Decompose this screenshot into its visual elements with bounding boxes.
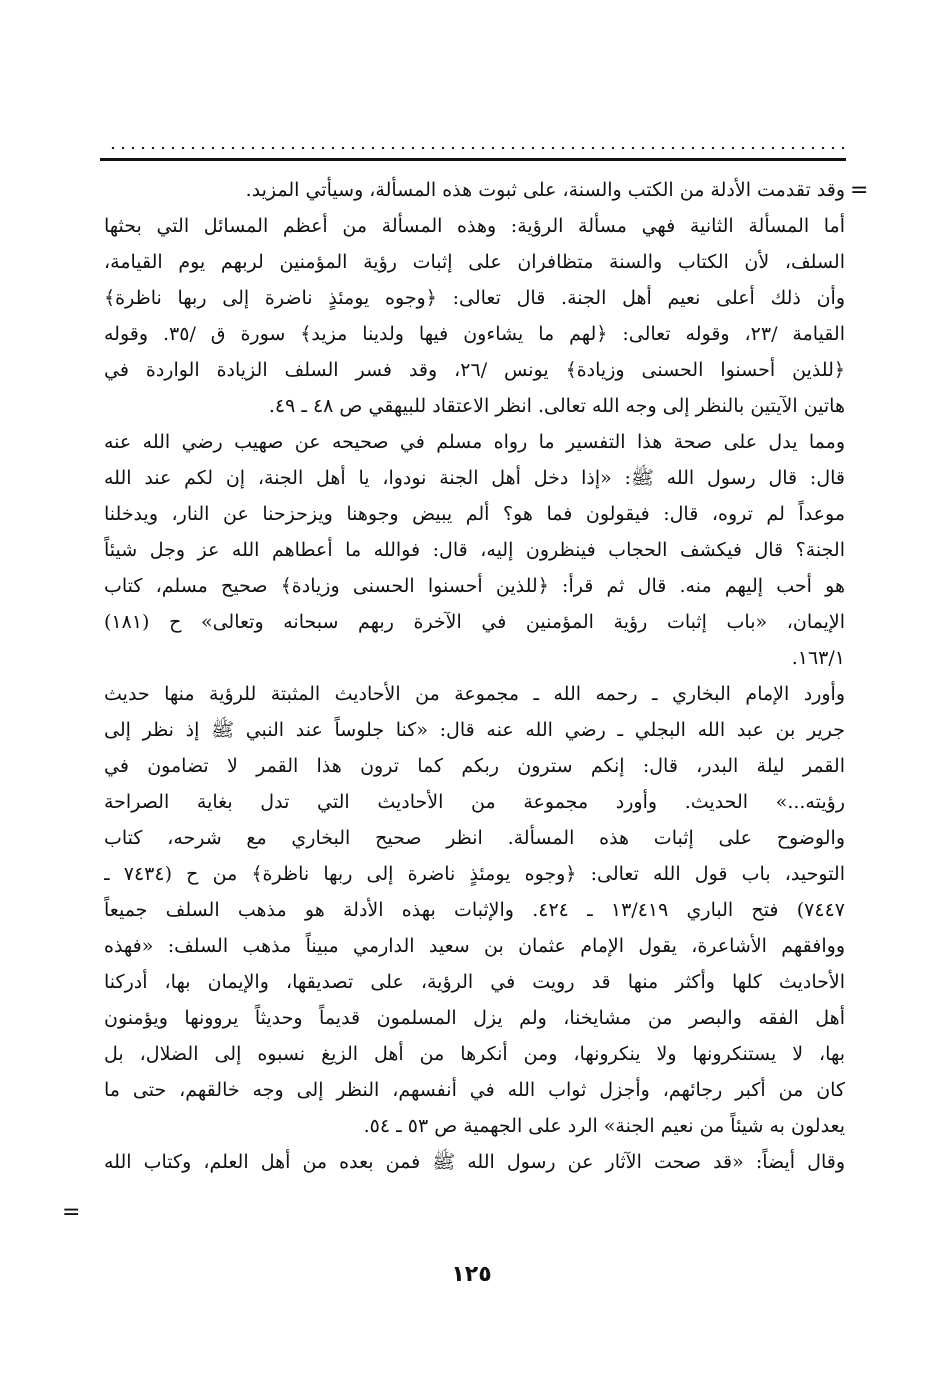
- text-line: التوحيد، باب قول الله تعالى: ﴿وجوه يومئذٍ ناضرة إلى ربها ناظرة﴾ من ح (٧٤٣٤ ـ: [104, 863, 845, 885]
- text-line: الأحاديث كلها وأكثر منها قد رويت في الرؤية، على تصديقها، والإيمان بها، أدركنا: [104, 971, 845, 993]
- text-line: بها، لا يستنكرونها ولا ينكرونها، ومن أنكرها من أهل الزيغ نسبوه إلى الضلال، بل: [104, 1043, 845, 1065]
- text-line: كان من أكبر رجائهم، وأجزل ثواب الله في أنفسهم، النظر إلى وجه خالقهم، حتى ما: [104, 1079, 845, 1101]
- text-line: رؤيته...» الحديث. وأورد مجموعة من الأحاديث التي تدل بغاية الصراحة: [104, 791, 845, 813]
- continuation-mark-bottom: =: [62, 1200, 81, 1225]
- dotted-separator: [108, 146, 846, 150]
- text-line: القمر ليلة البدر، قال: إنكم سترون ربكم كما ترون هذا القمر لا تضامون في: [104, 755, 845, 777]
- text-line: وأورد الإمام البخاري ـ رحمه الله ـ مجموعة من الأحاديث المثبتة للرؤية منها حديث: [104, 683, 845, 705]
- paragraph-2: [104, 208, 845, 424]
- text-line: ﴿للذين أحسنوا الحسنى وزيادة﴾ يونس /٢٦، وقد فسر السلف الزيادة الواردة في: [104, 359, 845, 381]
- text-line: وقال أيضاً: «قد صحت الآثار عن رسول الله ﷺ فمن بعده من أهل العلم، وكتاب الله: [104, 1151, 845, 1173]
- text-line: هاتين الآيتين بالنظر إلى وجه الله تعالى. انظر الاعتقاد للبيهقي ص ٤٨ ـ ٤٩.: [268, 395, 845, 417]
- text-line: قال: قال رسول الله ﷺ: «إذا دخل أهل الجنة نودوا، يا أهل الجنة، إن لكم عند الله: [104, 467, 845, 489]
- text-line: هو أحب إليهم منه. قال ثم قرأ: ﴿للذين أحسنوا الحسنى وزيادة﴾ صحيح مسلم، كتاب: [104, 575, 845, 597]
- paragraph-3: [104, 424, 845, 676]
- text-line: جرير بن عبد الله البجلي ـ رضي الله عنه قال: «كنا جلوساً عند النبي ﷺ إذ نظر إلى: [104, 719, 845, 741]
- footnote-rule: [100, 158, 846, 161]
- continuation-mark-top: =: [850, 178, 869, 203]
- text-line: ١٦٣/١.: [791, 647, 845, 669]
- text-line: يعدلون به شيئاً من نعيم الجنة» الرد على الجهمية ص ٥٣ ـ ٥٤.: [363, 1115, 845, 1137]
- paragraph-1: [104, 172, 845, 208]
- text-line: الجنة؟ قال فيكشف الحجاب فينظرون إليه، قال: فوالله ما أعطاهم الله عز وجل شيئاً: [104, 539, 845, 561]
- text-line: موعداً لم تروه، قال: فيقولون فما هو؟ ألم يبيض وجوهنا ويزحزحنا عن النار، ويدخلنا: [104, 503, 845, 525]
- footnote-text: [104, 172, 845, 1180]
- text-line: ٧٤٤٧) فتح الباري ١٣/٤١٩ ـ ٤٢٤. والإثبات بهذه الأدلة هو مذهب السلف جميعاً: [104, 899, 845, 921]
- text-line: أما المسألة الثانية فهي مسألة الرؤية: وهذه المسألة من أعظم المسائل التي بحثها: [104, 215, 845, 237]
- text-line: والوضوح على إثبات هذه المسألة. انظر صحيح البخاري مع شرحه، كتاب: [104, 827, 845, 849]
- text-line: القيامة /٢٣، وقوله تعالى: ﴿لهم ما يشاءون فيها ولدينا مزيد﴾ سورة ق /٣٥. وقوله: [104, 323, 845, 345]
- text-line: السلف، لأن الكتاب والسنة متظافران على إثبات رؤية المؤمنين لربهم يوم القيامة،: [104, 251, 845, 273]
- page-number: ١٢٥: [451, 1262, 492, 1287]
- text-line: وقد تقدمت الأدلة من الكتب والسنة، على ثبوت هذه المسألة، وسيأتي المزيد.: [245, 179, 845, 201]
- text-line: أهل الفقه والبصر من مشايخنا، ولم يزل المسلمون قديماً وحديثاً يروونها ويؤمنون: [104, 1007, 845, 1029]
- paragraph-4: [104, 676, 845, 1144]
- paragraph-5: [104, 1144, 845, 1180]
- text-line: الإيمان، «باب إثبات رؤية المؤمنين في الآخرة ربهم سبحانه وتعالى» ح (١٨١): [104, 611, 845, 633]
- text-line: وأن ذلك أعلى نعيم أهل الجنة. قال تعالى: ﴿وجوه يومئذٍ ناضرة إلى ربها ناظرة﴾: [104, 287, 845, 309]
- text-line: ووافقهم الأشاعرة، يقول الإمام عثمان بن سعيد الدارمي مبيناً مذهب السلف: «فهذه: [104, 935, 845, 957]
- text-line: ومما يدل على صحة هذا التفسير ما رواه مسلم في صحيحه عن صهيب رضي الله عنه: [104, 431, 845, 453]
